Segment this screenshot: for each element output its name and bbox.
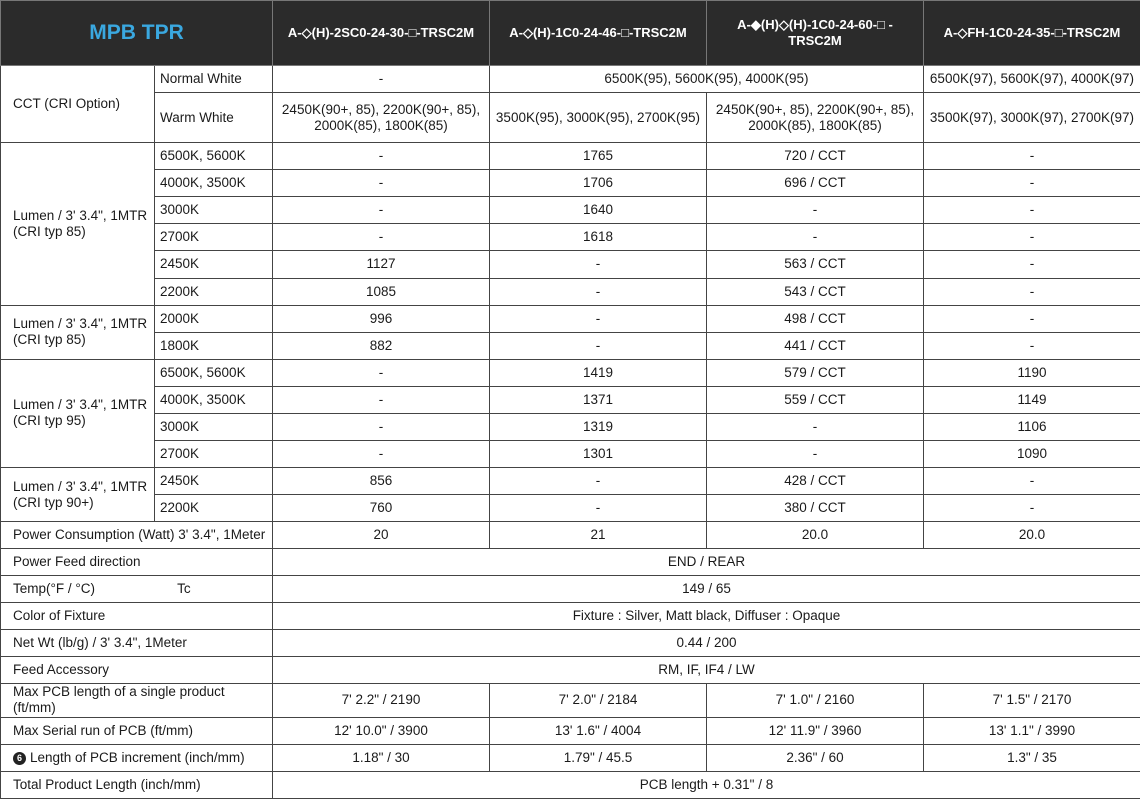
pcb-increment-text: Length of PCB increment (inch/mm) xyxy=(30,749,245,765)
lumen-group-label: Lumen / 3' 3.4", 1MTR (CRI typ 85) xyxy=(1,143,155,305)
temp-label-text: Temp(°F / °C) xyxy=(13,581,96,597)
table-row xyxy=(1,332,1140,359)
table-cell: 1.79" / 45.5 xyxy=(490,744,707,771)
table-row xyxy=(1,197,1140,224)
model-header-2: A-◇(H)-1C0-24-46-□-TRSC2M xyxy=(490,1,707,66)
table-cell: - xyxy=(924,251,1140,278)
cct-sub-label: 2000K xyxy=(155,305,273,332)
table-cell: - xyxy=(490,305,707,332)
table-cell: 720 / CCT xyxy=(707,143,924,170)
model-header-4: A-◇FH-1C0-24-35-□-TRSC2M xyxy=(924,1,1140,66)
lumen-group-label: Lumen / 3' 3.4", 1MTR (CRI typ 90+) xyxy=(1,467,155,521)
table-cell: 1765 xyxy=(490,143,707,170)
table-row xyxy=(1,717,1140,744)
table-cell: - xyxy=(273,440,490,467)
table-cell: - xyxy=(273,66,490,93)
table-row xyxy=(1,684,1140,717)
table-cell: - xyxy=(490,332,707,359)
table-cell: - xyxy=(490,467,707,494)
table-cell: 2.36" / 60 xyxy=(707,744,924,771)
table-cell: 856 xyxy=(273,467,490,494)
table-cell: 1190 xyxy=(924,359,1140,386)
total-length-label: Total Product Length (inch/mm) xyxy=(1,771,273,798)
max-serial-label: Max Serial run of PCB (ft/mm) xyxy=(1,717,273,744)
table-cell: - xyxy=(273,197,490,224)
table-cell: 1640 xyxy=(490,197,707,224)
table-cell: - xyxy=(924,197,1140,224)
table-cell: - xyxy=(273,224,490,251)
table-cell: 428 / CCT xyxy=(707,467,924,494)
table-cell: 1371 xyxy=(490,386,707,413)
table-cell: 3500K(97), 3000K(97), 2700K(97) xyxy=(924,93,1140,143)
table-cell: - xyxy=(273,143,490,170)
table-cell: 1.3" / 35 xyxy=(924,744,1140,771)
table-cell: 559 / CCT xyxy=(707,386,924,413)
cct-sub-label: 2450K xyxy=(155,467,273,494)
table-row xyxy=(1,440,1140,467)
cct-sub-label: 2700K xyxy=(155,440,273,467)
model-header-1: A-◇(H)-2SC0-24-30-□-TRSC2M xyxy=(273,1,490,66)
table-cell: 996 xyxy=(273,305,490,332)
temp-label xyxy=(1,576,273,603)
tc-label: Tc xyxy=(177,581,191,597)
table-cell: - xyxy=(273,386,490,413)
table-row xyxy=(1,495,1140,522)
table-row xyxy=(1,66,1140,93)
table-row xyxy=(1,657,1140,684)
cct-sub-label: 4000K, 3500K xyxy=(155,386,273,413)
table-cell: - xyxy=(924,332,1140,359)
table-cell: 13' 1.6" / 4004 xyxy=(490,717,707,744)
table-cell: - xyxy=(924,467,1140,494)
table-cell: 149 / 65 xyxy=(273,576,1140,603)
cct-sub-label: 3000K xyxy=(155,197,273,224)
table-cell: - xyxy=(924,305,1140,332)
table-cell: - xyxy=(924,170,1140,197)
table-cell: - xyxy=(924,278,1140,305)
table-row xyxy=(1,359,1140,386)
table-cell: 563 / CCT xyxy=(707,251,924,278)
cct-sub-label: 6500K, 5600K xyxy=(155,359,273,386)
table-cell: - xyxy=(924,495,1140,522)
table-cell: 20 xyxy=(273,522,490,549)
table-cell: - xyxy=(924,143,1140,170)
cct-label: CCT (CRI Option) xyxy=(1,66,155,143)
table-cell: 441 / CCT xyxy=(707,332,924,359)
table-cell: END / REAR xyxy=(273,549,1140,576)
cct-sub-label: 2450K xyxy=(155,251,273,278)
header-row xyxy=(1,1,1140,66)
power-label: Power Consumption (Watt) 3' 3.4", 1Meter xyxy=(1,522,273,549)
table-row xyxy=(1,771,1140,798)
warm-white-label: Warm White xyxy=(155,93,273,143)
table-cell: - xyxy=(273,170,490,197)
table-cell: 1301 xyxy=(490,440,707,467)
feed-direction-label: Power Feed direction xyxy=(1,549,273,576)
table-row xyxy=(1,522,1140,549)
table-cell: - xyxy=(273,413,490,440)
table-cell: 7' 2.2" / 2190 xyxy=(273,684,490,717)
table-cell: 7' 2.0" / 2184 xyxy=(490,684,707,717)
table-cell: - xyxy=(490,495,707,522)
table-cell: 7' 1.0" / 2160 xyxy=(707,684,924,717)
lumen-group-label: Lumen / 3' 3.4", 1MTR (CRI typ 95) xyxy=(1,359,155,467)
table-row xyxy=(1,305,1140,332)
table-cell: 20.0 xyxy=(924,522,1140,549)
table-cell: Fixture : Silver, Matt black, Diffuser : Opaque xyxy=(273,603,1140,630)
table-row xyxy=(1,224,1140,251)
table-cell: - xyxy=(707,224,924,251)
lumen-group-label: Lumen / 3' 3.4", 1MTR (CRI typ 85) xyxy=(1,305,155,359)
table-cell: 1319 xyxy=(490,413,707,440)
table-row xyxy=(1,603,1140,630)
brand-title: MPB TPR xyxy=(1,1,273,66)
table-cell: - xyxy=(924,224,1140,251)
table-cell: 760 xyxy=(273,495,490,522)
table-cell: 1090 xyxy=(924,440,1140,467)
table-row xyxy=(1,630,1140,657)
weight-label: Net Wt (lb/g) / 3' 3.4", 1Meter xyxy=(1,630,273,657)
table-cell: 12' 10.0" / 3900 xyxy=(273,717,490,744)
table-cell: 0.44 / 200 xyxy=(273,630,1140,657)
table-cell: 20.0 xyxy=(707,522,924,549)
table-row xyxy=(1,143,1140,170)
table-cell: 1149 xyxy=(924,386,1140,413)
table-row xyxy=(1,278,1140,305)
cct-sub-label: 3000K xyxy=(155,413,273,440)
table-row xyxy=(1,170,1140,197)
table-row xyxy=(1,467,1140,494)
table-cell: 1127 xyxy=(273,251,490,278)
cct-sub-label: 1800K xyxy=(155,332,273,359)
table-cell: 882 xyxy=(273,332,490,359)
table-cell: 3500K(95), 3000K(95), 2700K(95) xyxy=(490,93,707,143)
table-row xyxy=(1,576,1140,603)
cct-sub-label: 2700K xyxy=(155,224,273,251)
table-cell: - xyxy=(707,413,924,440)
table-cell: 1106 xyxy=(924,413,1140,440)
table-cell: 2450K(90+, 85), 2200K(90+, 85), 2000K(85), 1800K(85) xyxy=(273,93,490,143)
table-row xyxy=(1,386,1140,413)
table-row xyxy=(1,93,1140,143)
model-header-3: A-◆(H)◇(H)-1C0-24-60-□ -TRSC2M xyxy=(707,1,924,66)
table-cell: 1618 xyxy=(490,224,707,251)
cct-sub-label: 6500K, 5600K xyxy=(155,143,273,170)
table-cell: 21 xyxy=(490,522,707,549)
table-cell: 6500K(95), 5600K(95), 4000K(95) xyxy=(490,66,924,93)
table-cell: - xyxy=(490,278,707,305)
table-cell: - xyxy=(707,440,924,467)
table-cell: 2450K(90+, 85), 2200K(90+, 85), 2000K(85), 1800K(85) xyxy=(707,93,924,143)
table-cell: RM, IF, IF4 / LW xyxy=(273,657,1140,684)
color-label: Color of Fixture xyxy=(1,603,273,630)
table-cell: 7' 1.5" / 2170 xyxy=(924,684,1140,717)
table-cell: - xyxy=(707,197,924,224)
table-cell: - xyxy=(273,359,490,386)
table-row xyxy=(1,744,1140,771)
table-cell: 12' 11.9" / 3960 xyxy=(707,717,924,744)
table-cell: 1419 xyxy=(490,359,707,386)
table-cell: 543 / CCT xyxy=(707,278,924,305)
table-row xyxy=(1,549,1140,576)
cct-sub-label: 2200K xyxy=(155,495,273,522)
table-row xyxy=(1,413,1140,440)
table-cell: 579 / CCT xyxy=(707,359,924,386)
cct-sub-label: 2200K xyxy=(155,278,273,305)
table-cell: - xyxy=(490,251,707,278)
table-cell: 1.18" / 30 xyxy=(273,744,490,771)
max-pcb-label: Max PCB length of a single product (ft/mm) xyxy=(1,684,273,717)
table-cell: 696 / CCT xyxy=(707,170,924,197)
table-row xyxy=(1,251,1140,278)
table-cell: 6500K(97), 5600K(97), 4000K(97) xyxy=(924,66,1140,93)
table-cell: 13' 1.1" / 3990 xyxy=(924,717,1140,744)
table-cell: 1706 xyxy=(490,170,707,197)
table-cell: 1085 xyxy=(273,278,490,305)
feed-accessory-label: Feed Accessory xyxy=(1,657,273,684)
cct-sub-label: 4000K, 3500K xyxy=(155,170,273,197)
footnote-badge-icon: 6 xyxy=(13,752,26,765)
normal-white-label: Normal White xyxy=(155,66,273,93)
table-cell: PCB length + 0.31" / 8 xyxy=(273,771,1140,798)
table-cell: 380 / CCT xyxy=(707,495,924,522)
pcb-increment-label xyxy=(1,744,273,771)
table-cell: 498 / CCT xyxy=(707,305,924,332)
